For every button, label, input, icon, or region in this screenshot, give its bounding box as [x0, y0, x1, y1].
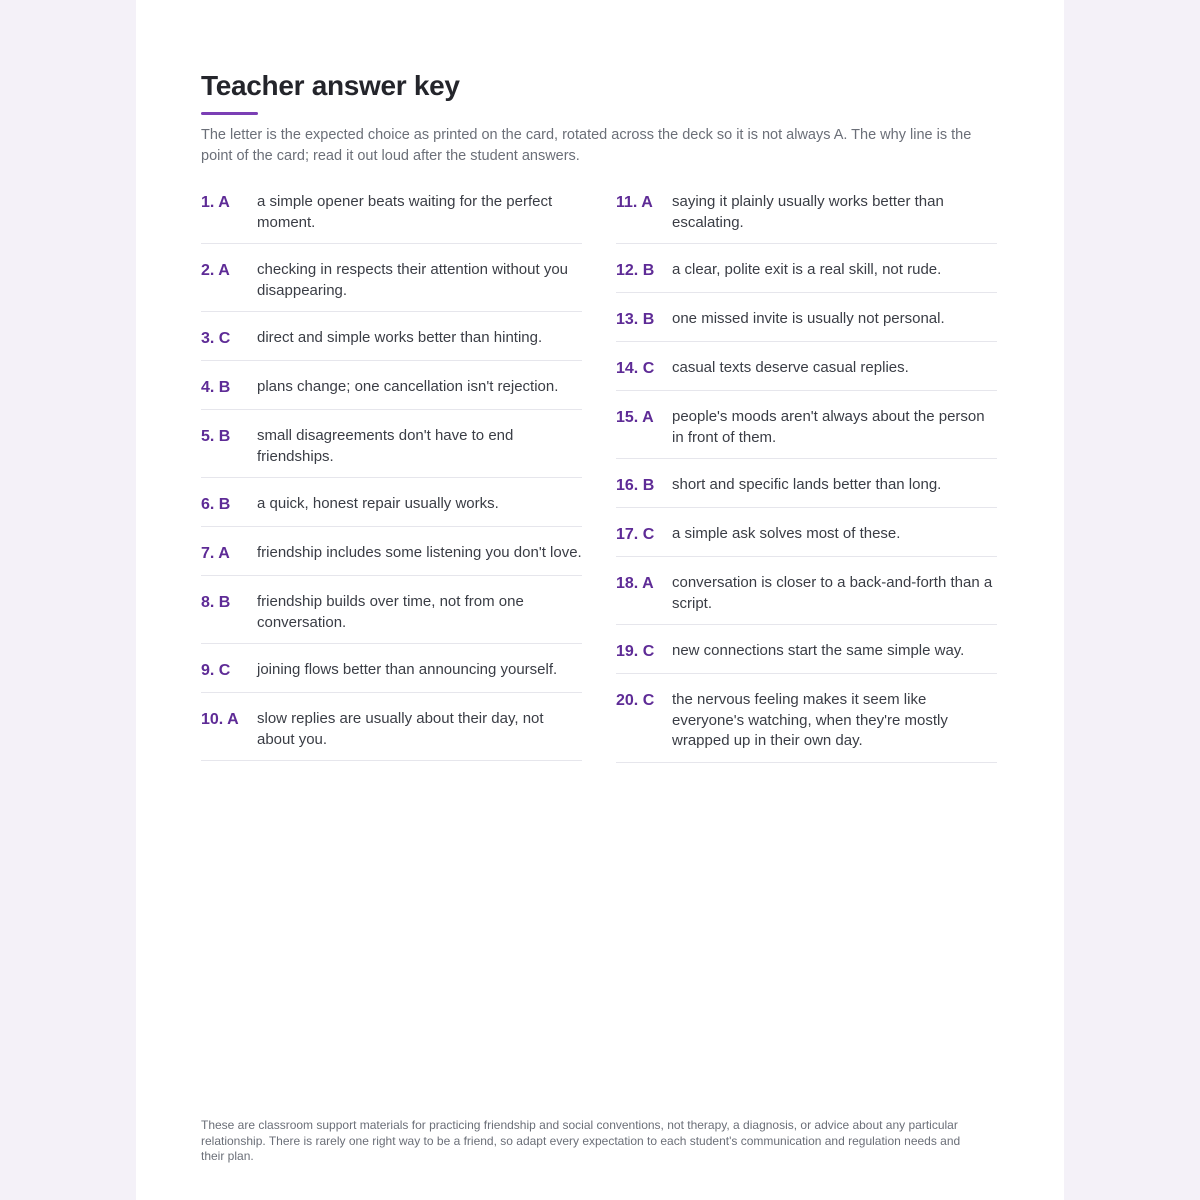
answer-why: a simple ask solves most of these.	[672, 525, 901, 542]
answer-label	[201, 709, 257, 731]
title-underline	[201, 112, 258, 115]
answer-number: 20.	[616, 692, 639, 709]
answer-item	[616, 256, 997, 293]
answer-letter: B	[642, 311, 655, 328]
answer-item	[616, 305, 997, 342]
answer-letter: C	[642, 692, 655, 709]
answer-item	[201, 588, 582, 644]
answer-letter: A	[227, 711, 239, 728]
answer-letter: A	[218, 194, 230, 211]
answer-label	[201, 426, 257, 448]
answer-label	[616, 192, 672, 214]
answer-why: checking in respects their attention without you disappearing.	[257, 261, 569, 299]
answer-item	[201, 490, 582, 527]
answer-label	[201, 377, 257, 399]
answer-number: 2.	[201, 262, 215, 279]
answer-label	[616, 309, 672, 331]
answer-why: people's moods aren't always about the person in front of them.	[672, 408, 985, 446]
answer-label	[616, 641, 672, 663]
answer-number: 7.	[201, 545, 215, 562]
answer-letter: C	[642, 643, 655, 660]
answer-item	[616, 637, 997, 674]
disclaimer-footer: These are classroom support materials for practicing friendship and social conventions, not therapy, a diagnosis, or advice about any particular relationship. There is rarely one right way to be a friend, so adapt every expectation to each student's communication and regulation needs and their plan.	[201, 1118, 961, 1163]
answer-why: a quick, honest repair usually works.	[257, 495, 499, 512]
answer-label	[616, 690, 672, 712]
answers-column-right	[616, 188, 997, 775]
answer-why: a simple opener beats waiting for the perfect moment.	[257, 193, 553, 231]
answer-item	[201, 256, 582, 312]
answer-number: 17.	[616, 526, 639, 543]
answer-item	[616, 354, 997, 391]
answer-why: saying it plainly usually works better than escalating.	[672, 193, 944, 231]
answer-item	[616, 686, 997, 763]
answer-letter: A	[218, 545, 230, 562]
answer-why: new connections start the same simple way.	[672, 642, 965, 659]
answer-label	[201, 260, 257, 282]
answer-item	[201, 373, 582, 410]
answer-label	[616, 407, 672, 429]
answer-letter: B	[218, 594, 231, 611]
answer-label	[201, 592, 257, 614]
answer-letter: A	[642, 575, 654, 592]
answer-number: 15.	[616, 409, 639, 426]
answer-number: 1.	[201, 194, 215, 211]
answer-label	[616, 475, 672, 497]
answer-label	[201, 494, 257, 516]
answer-item	[616, 188, 997, 244]
answer-letter: C	[642, 360, 655, 377]
answer-why: friendship includes some listening you don't love.	[257, 544, 582, 561]
answer-why: slow replies are usually about their day, not about you.	[257, 710, 544, 748]
answer-letter: B	[642, 262, 655, 279]
answer-number: 5.	[201, 428, 215, 445]
answer-number: 18.	[616, 575, 639, 592]
answer-letter: C	[218, 662, 231, 679]
answer-key-page	[136, 0, 1064, 1200]
answer-item	[616, 520, 997, 557]
answer-why: plans change; one cancellation isn't rejection.	[257, 378, 559, 395]
answer-letter: B	[218, 428, 231, 445]
answer-why: a clear, polite exit is a real skill, not rude.	[672, 261, 942, 278]
answer-number: 16.	[616, 477, 639, 494]
answer-item	[201, 324, 582, 361]
answer-number: 19.	[616, 643, 639, 660]
answer-why: friendship builds over time, not from one conversation.	[257, 593, 524, 631]
answer-item	[616, 471, 997, 508]
answer-item	[201, 539, 582, 576]
intro-paragraph: The letter is the expected choice as printed on the card, rotated across the deck so it is not always A. The why line is the point of the card; read it out loud after the student answers.	[201, 127, 972, 164]
answer-number: 13.	[616, 311, 639, 328]
answers-column-left	[201, 188, 582, 773]
answer-letter: A	[641, 194, 653, 211]
answer-item	[201, 422, 582, 478]
answer-why: one missed invite is usually not personal.	[672, 310, 945, 327]
answer-label	[201, 660, 257, 682]
answer-number: 9.	[201, 662, 215, 679]
answer-letter: A	[218, 262, 230, 279]
answer-letter: B	[218, 496, 231, 513]
answer-letter: A	[642, 409, 654, 426]
answer-letter: C	[218, 330, 231, 347]
answer-why: joining flows better than announcing yourself.	[257, 661, 558, 678]
answer-number: 10.	[201, 711, 224, 728]
answer-why: direct and simple works better than hinting.	[257, 329, 543, 346]
answer-label	[616, 260, 672, 282]
answer-item	[201, 705, 582, 761]
answer-label	[616, 524, 672, 546]
answer-item	[616, 569, 997, 625]
answer-why: short and specific lands better than long.	[672, 476, 942, 493]
page-title: Teacher answer key	[201, 70, 460, 101]
answer-label	[201, 543, 257, 565]
answer-item	[616, 403, 997, 459]
answer-letter: C	[642, 526, 655, 543]
answer-why: the nervous feeling makes it seem like everyone's watching, when they're mostly wrapped up in their own day.	[672, 691, 948, 749]
answer-number: 4.	[201, 379, 215, 396]
answer-label	[616, 573, 672, 595]
answer-number: 6.	[201, 496, 215, 513]
answer-number: 11.	[616, 194, 638, 211]
answer-number: 12.	[616, 262, 639, 279]
answer-label	[616, 358, 672, 380]
answer-item	[201, 188, 582, 244]
answer-label	[201, 328, 257, 350]
answer-label	[201, 192, 257, 214]
answer-letter: B	[218, 379, 231, 396]
answer-number: 14.	[616, 360, 639, 377]
answer-item	[201, 656, 582, 693]
answer-why: casual texts deserve casual replies.	[672, 359, 909, 376]
answer-why: small disagreements don't have to end friendships.	[257, 427, 514, 465]
answer-number: 8.	[201, 594, 215, 611]
answer-letter: B	[642, 477, 655, 494]
answer-why: conversation is closer to a back-and-forth than a script.	[672, 574, 993, 612]
answer-number: 3.	[201, 330, 215, 347]
